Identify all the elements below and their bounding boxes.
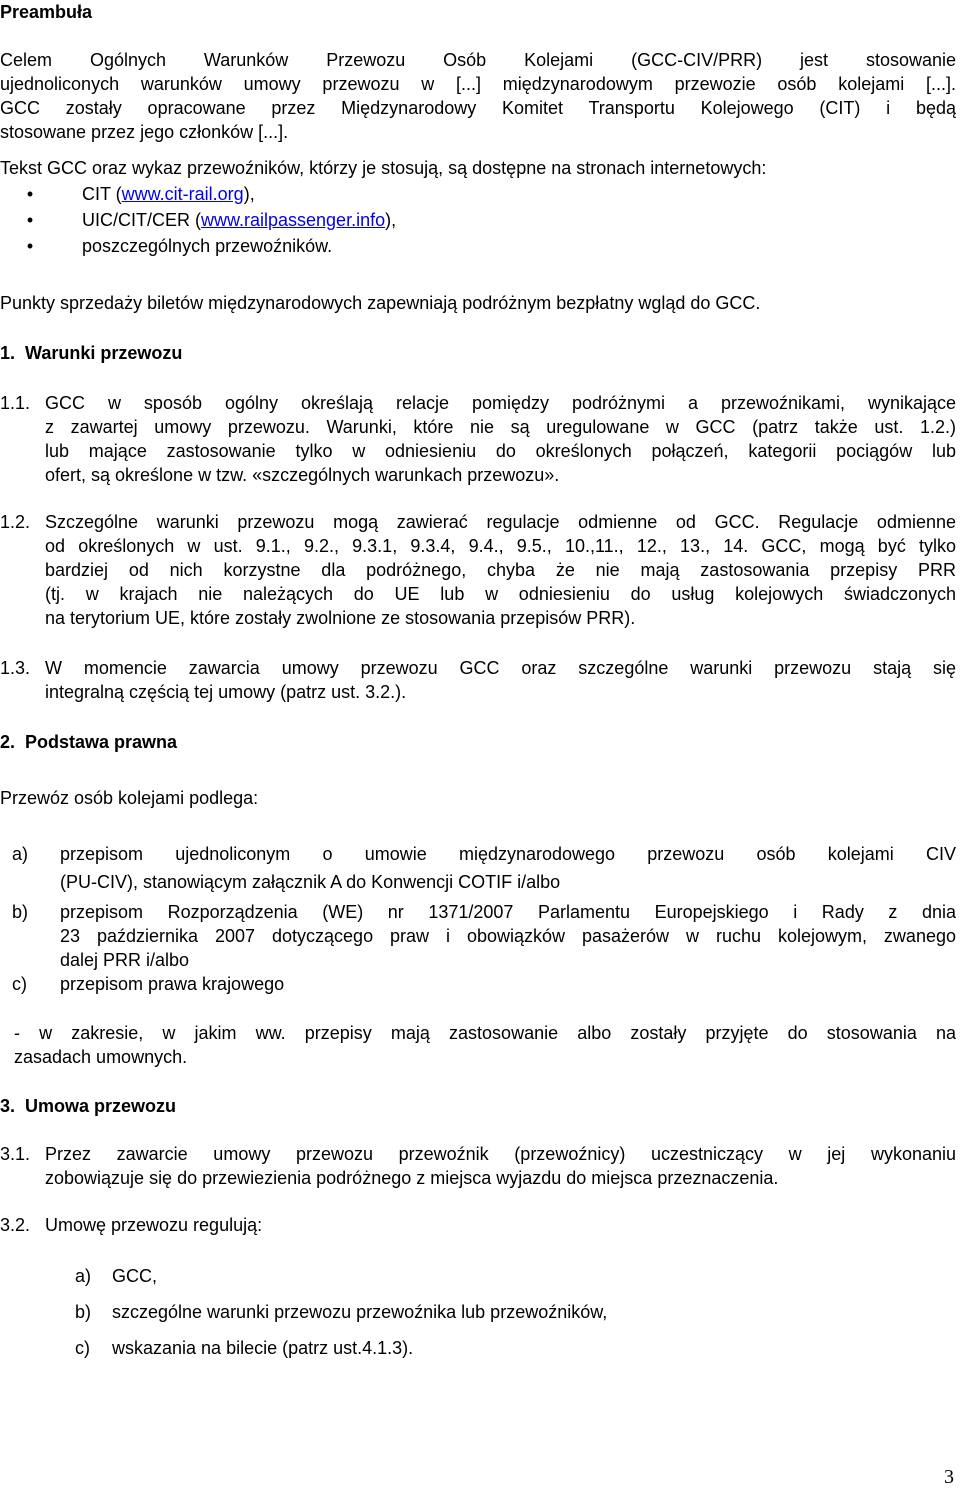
paragraph-number: 3.1. xyxy=(0,1144,31,1164)
text-line: - w zakresie, w jakim ww. przepisy mają zastosowanie albo zostały przyjęte do stosowania na xyxy=(14,1023,956,1043)
text-line: przepisom Rozporządzenia (WE) nr 1371/2007 Parlamentu Europejskiego i Rady z dnia xyxy=(60,902,956,922)
section-2-heading: 2. Podstawa prawna xyxy=(0,732,178,752)
paragraph-number: 1.3. xyxy=(0,658,31,678)
preamble-paragraph-1 xyxy=(0,48,956,144)
text-line: zobowiązuje się do przewiezienia podróżnego z miejsca wyjazdu do miejsca przeznaczenia. xyxy=(45,1168,779,1188)
preamble-paragraph-3: Punkty sprzedaży biletów międzynarodowych zapewniają podróżnym bezpłatny wgląd do GCC. xyxy=(0,293,761,313)
section-1-heading: 1. Warunki przewozu xyxy=(0,343,183,363)
text-line: Przez zawarcie umowy przewozu przewoźnik (przewoźnicy) uczestniczący w jej wykonaniu xyxy=(45,1144,956,1164)
item-label: a) xyxy=(12,844,29,864)
list-item: • UIC/CIT/CER (www.railpassenger.info), xyxy=(0,208,700,234)
text-line: zasadach umownych. xyxy=(14,1047,188,1067)
railpassenger-link[interactable]: www.railpassenger.info xyxy=(201,210,386,230)
item-label: a) xyxy=(75,1266,92,1286)
bullet-icon: • xyxy=(26,210,34,230)
bullet-icon: • xyxy=(26,184,34,204)
list-item: • CIT (www.cit-rail.org), xyxy=(0,182,700,208)
text-line: przepisom ujednoliconym o umowie międzynarodowego przewozu osób kolejami CIV xyxy=(60,844,956,864)
text-line: W momencie zawarcia umowy przewozu GCC oraz szczególne warunki przewozu stają się xyxy=(45,658,956,678)
list-item: • poszczególnych przewoźników. xyxy=(0,234,700,260)
bullet-icon: • xyxy=(26,236,34,256)
text-line: (PU-CIV), stanowiącym załącznik A do Konwencji COTIF i/albo xyxy=(60,872,561,892)
paragraph-number: 1.1. xyxy=(0,393,31,413)
section-3-heading: 3. Umowa przewozu xyxy=(0,1096,177,1116)
paragraph-text: Umowę przewozu regulują: xyxy=(45,1215,263,1235)
text-line: Celem Ogólnych Warunków Przewozu Osób Kolejami (GCC-CIV/PRR) jest stosowanie xyxy=(0,50,956,70)
item-text: GCC, xyxy=(112,1266,157,1286)
preamble-heading: Preambuła xyxy=(0,2,93,22)
text-line: GCC zostały opracowane przez Międzynarodowy Komitet Transportu Kolejowego (CIT) i będą xyxy=(0,98,956,118)
page-number: 3 xyxy=(944,1466,954,1488)
text-line: GCC w sposób ogólny określają relacje pomiędzy podróżnymi a przewoźnikami, wynikające xyxy=(45,393,956,413)
text-line: (tj. w krajach nie należących do UE lub w odniesieniu do usług kolejowych świadczonych xyxy=(45,584,956,604)
text-line: od określonych w ust. 9.1., 9.2., 9.3.1, 9.3.4, 9.4., 9.5., 10.,11., 12., 13., 14. GCC, mogą być tylko xyxy=(45,536,956,556)
cit-rail-link[interactable]: www.cit-rail.org xyxy=(121,184,244,204)
item-text: wskazania na bilecie (patrz ust.4.1.3). xyxy=(112,1338,414,1358)
preamble-paragraph-2: Tekst GCC oraz wykaz przewoźników, którzy je stosują, są dostępne na stronach internetowych: xyxy=(0,158,767,178)
item-label: b) xyxy=(12,902,29,922)
text-line: na terytorium UE, które zostały zwolnione ze stosowania przepisów PRR). xyxy=(45,608,636,628)
text-line: Szczególne warunki przewozu mogą zawierać regulacje odmienne od GCC. Regulacje odmienne xyxy=(45,512,956,532)
text-line: lub mające zastosowanie tylko w odniesieniu do określonych połączeń, kategorii pociągów lub xyxy=(45,441,956,461)
item-text: przepisom prawa krajowego xyxy=(60,974,285,994)
paragraph-number: 3.2. xyxy=(0,1215,31,1235)
text-line: bardziej od nich korzystne dla podróżnego, chyba że nie mają zastosowania przepisy PRR xyxy=(45,560,956,580)
text-line: ofert, są określone w tzw. «szczególnych warunkach przewozu». xyxy=(45,465,560,485)
section-2-intro: Przewóz osób kolejami podlega: xyxy=(0,788,259,808)
text-line: stosowane przez jego członków [...]. xyxy=(0,122,289,142)
item-label: c) xyxy=(12,974,27,994)
text-line: ujednoliconych warunków umowy przewozu w [...] międzynarodowym przewozie osób kolejami [...]. xyxy=(0,74,956,94)
text-line: z zawartej umowy przewozu. Warunki, które nie są uregulowane w GCC (patrz także ust. 1.2.) xyxy=(45,417,956,437)
text-line: 23 października 2007 dotyczącego praw i obowiązków pasażerów w ruchu kolejowym, zwanego xyxy=(60,926,956,946)
item-label: c) xyxy=(75,1338,90,1358)
text-line: dalej PRR i/albo xyxy=(60,950,190,970)
section-2-closing xyxy=(14,1021,956,1069)
paragraph-number: 1.2. xyxy=(0,512,31,532)
website-list xyxy=(0,182,700,260)
item-text: szczególne warunki przewozu przewoźnika lub przewoźników, xyxy=(112,1302,608,1322)
item-label: b) xyxy=(75,1302,92,1322)
text-line: integralną częścią tej umowy (patrz ust. 3.2.). xyxy=(45,682,407,702)
